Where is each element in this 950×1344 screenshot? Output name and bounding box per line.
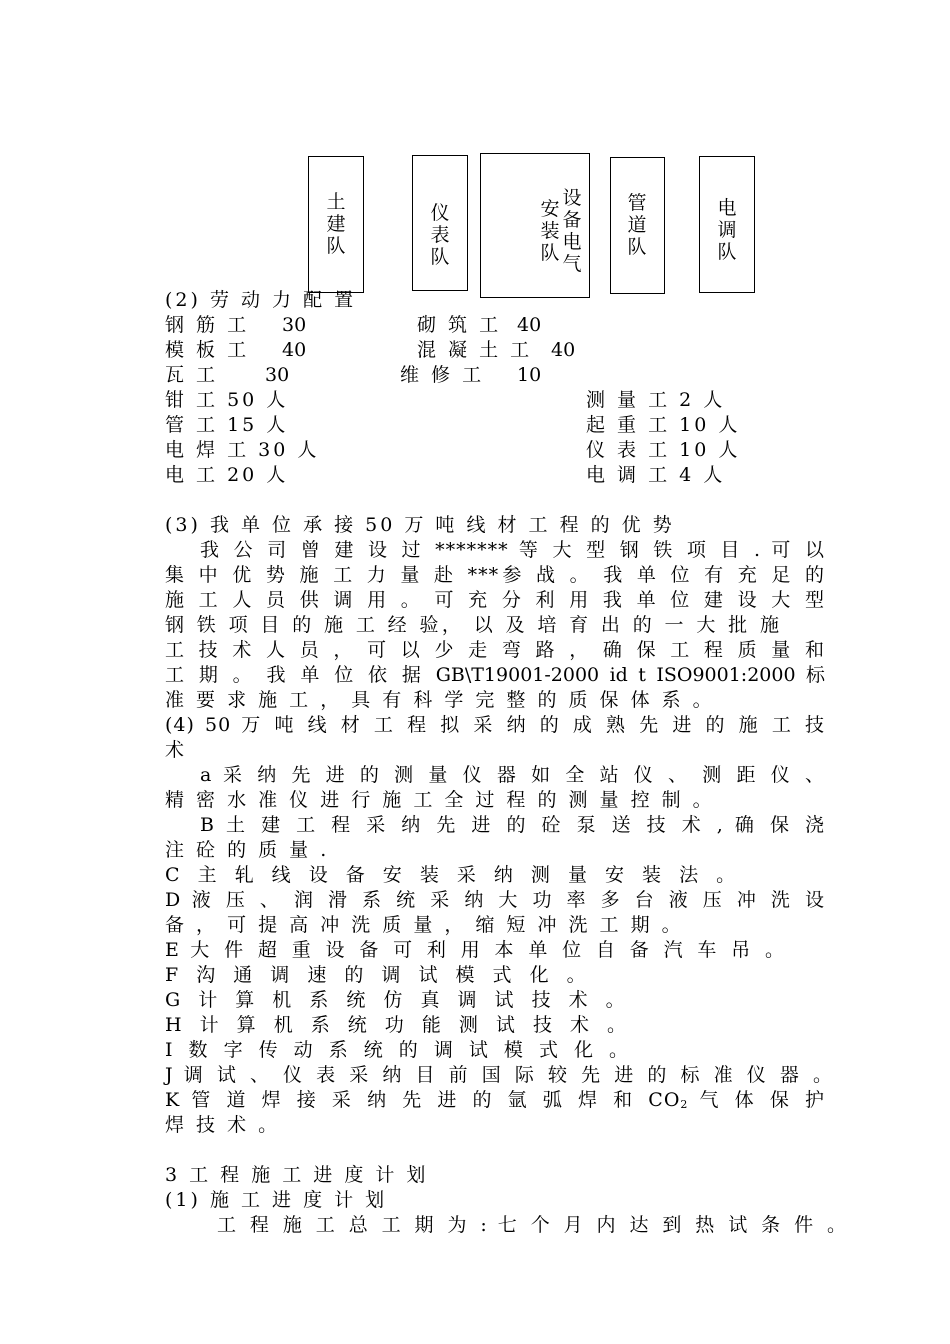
advantage-paragraph-line: 准 要 求 施 工 ， 具 有 科 学 完 整 的 质 保 体 系 。	[165, 689, 715, 711]
advantage-paragraph-line: 工 技 术 人 员 ， 可 以 少 走 弯 路 ， 确 保 工 程 质 量 和	[165, 639, 825, 661]
org-box-label: 仪 表 队	[430, 202, 450, 268]
technology-item: I 数 字 传 动 系 统 的 调 试 模 式 化 。	[165, 1039, 634, 1061]
technology-item: 精 密 水 准 仪 进 行 施 工 全 过 程 的 测 量 控 制 。	[165, 789, 715, 811]
labor-count: 40	[282, 339, 307, 361]
technology-heading: 术	[165, 739, 188, 761]
org-box-pipeline-team	[610, 157, 665, 294]
advantage-heading: (3) 我 单 位 承 接 50 万 吨 线 材 工 程 的 优 势	[165, 514, 675, 536]
technology-heading: (4) 50 万 吨 线 材 工 程 拟 采 纳 的 成 熟 先 进 的 施 工 技	[165, 714, 825, 736]
co2-subscript: 2	[680, 1098, 689, 1111]
technology-item: 焊 技 术 。	[165, 1114, 281, 1136]
labor-trade: 钢 筋 工	[165, 314, 250, 336]
labor-list-item: 电 调 工 4 人	[586, 464, 726, 486]
org-box-electrical-commissioning-team	[699, 156, 755, 293]
labor-count: 40	[517, 314, 542, 336]
technology-item: E 大 件 超 重 设 备 可 利 用 本 单 位 自 备 汽 车 吊 。	[165, 939, 785, 961]
labor-list-item: 起 重 工 10 人	[586, 414, 741, 436]
technology-item: D 液 压 、 润 滑 系 统 采 纳 大 功 率 多 台 液 压 冲 洗 设	[165, 889, 825, 911]
org-box-label: 土 建 队	[326, 191, 346, 257]
org-box-label: 安 装 队	[540, 198, 560, 264]
labor-trade: 混 凝 土 工	[417, 339, 533, 361]
labor-heading: (2) 劳 动 力 配 置	[165, 289, 357, 311]
labor-trade: 瓦 工	[165, 364, 219, 386]
technology-item-k-text: 气 体 保 护	[688, 1089, 825, 1111]
technology-item: 备 ， 可 提 高 冲 洗 质 量 ， 缩 短 冲 洗 工 期 。	[165, 914, 684, 936]
org-box-label: 管 道 队	[627, 192, 647, 258]
labor-list-item: 管 工 15 人	[165, 414, 289, 436]
labor-list-item: 电 工 20 人	[165, 464, 289, 486]
technology-item: J 调 试 、 仪 表 采 纳 目 前 国 际 较 先 进 的 标 准 仪 器 。	[165, 1064, 833, 1086]
advantage-paragraph-line: 集 中 优 势 施 工 力 量 赴 ***参 战 。 我 单 位 有 充 足 的	[165, 564, 825, 586]
technology-item: G 计 算 机 系 统 仿 真 调 试 技 术 。	[165, 989, 631, 1011]
technology-item: 注 砼 的 质 量 .	[165, 839, 330, 861]
schedule-subheading: (1) 施 工 进 度 计 划	[165, 1189, 388, 1211]
labor-list-item: 测 量 工 2 人	[586, 389, 726, 411]
technology-item: F 沟 通 调 速 的 调 试 模 式 化 。	[165, 964, 592, 986]
org-box-equipment-electrical-team	[480, 153, 590, 298]
advantage-paragraph-line: 我 公 司 曾 建 设 过 ******* 等 大 型 钢 铁 项 目 . 可 以	[200, 539, 825, 561]
org-box-instrument-team	[412, 155, 468, 291]
advantage-paragraph-line: 工 期 。 我 单 位 依 据 GB\T19001-2000 id t ISO9001:2000 标	[165, 664, 825, 686]
technology-item: H 计 算 机 系 统 功 能 测 试 技 术 。	[165, 1014, 633, 1036]
org-box-label: 设 备 电 气	[562, 187, 582, 275]
technology-item: a 采 纳 先 进 的 测 量 仪 器 如 全 站 仪 、 测 距 仪 、	[200, 764, 825, 786]
schedule-text: 工 程 施 工 总 工 期 为 : 七 个 月 内 达 到 热 试 条 件 。	[217, 1214, 847, 1236]
org-box-civil-team	[308, 156, 364, 293]
advantage-paragraph-line: 钢 铁 项 目 的 施 工 经 验， 以 及 培 育 出 的 一 大 批 施	[165, 614, 780, 636]
labor-list-item: 仪 表 工 10 人	[586, 439, 741, 461]
labor-trade: 砌 筑 工	[417, 314, 502, 336]
labor-list-item: 钳 工 50 人	[165, 389, 289, 411]
schedule-heading: 3 工 程 施 工 进 度 计 划	[165, 1164, 429, 1186]
labor-count: 30	[265, 364, 290, 386]
labor-count: 40	[551, 339, 576, 361]
labor-count: 30	[282, 314, 307, 336]
labor-trade: 维 修 工	[400, 364, 485, 386]
org-box-label: 电 调 队	[717, 197, 737, 263]
technology-item: C 主 轧 线 设 备 安 装 采 纳 测 量 安 装 法 。	[165, 864, 742, 886]
technology-item: B 土 建 工 程 采 纳 先 进 的 砼 泵 送 技 术 , 确 保 浇	[200, 814, 825, 836]
labor-trade: 模 板 工	[165, 339, 250, 361]
labor-list-item: 电 焊 工 30 人	[165, 439, 320, 461]
labor-count: 10	[517, 364, 542, 386]
advantage-paragraph-line: 施 工 人 员 供 调 用 。 可 充 分 利 用 我 单 位 建 设 大 型	[165, 589, 825, 611]
technology-item-k-text: K 管 道 焊 接 采 纳 先 进 的 氩 弧 焊 和 CO	[165, 1089, 681, 1111]
